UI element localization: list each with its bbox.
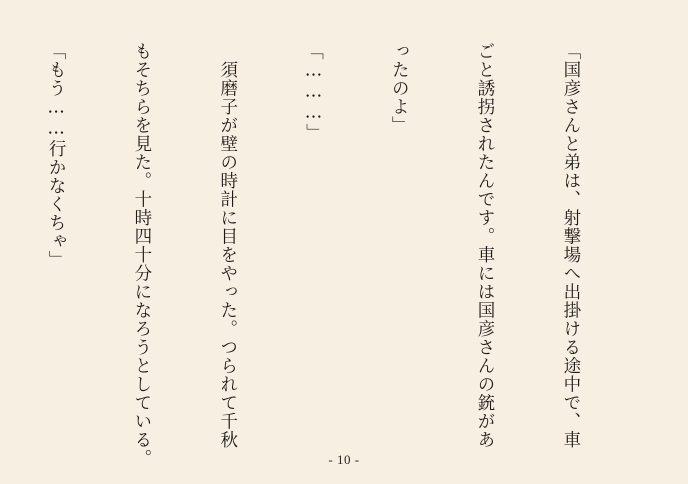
text-line-7: 「もう……行かなくちゃ」	[46, 42, 67, 269]
text-line-1: 「国彦さんと弟は、射撃場へ出掛ける途中で、車	[560, 42, 581, 449]
text-line-4: 「………」	[303, 42, 324, 142]
text-line-3: ったのよ」	[389, 42, 410, 135]
page-number: - 10 -	[328, 452, 360, 467]
text-line-5: 須磨子が壁の時計に目をやった。つられて千秋	[217, 42, 238, 449]
text-line-6: もそちらを見た。十時四十分になろうとしている。	[131, 42, 152, 468]
text-line-2: ごと誘拐されたんです。車には国彦さんの銃があ	[475, 42, 496, 449]
